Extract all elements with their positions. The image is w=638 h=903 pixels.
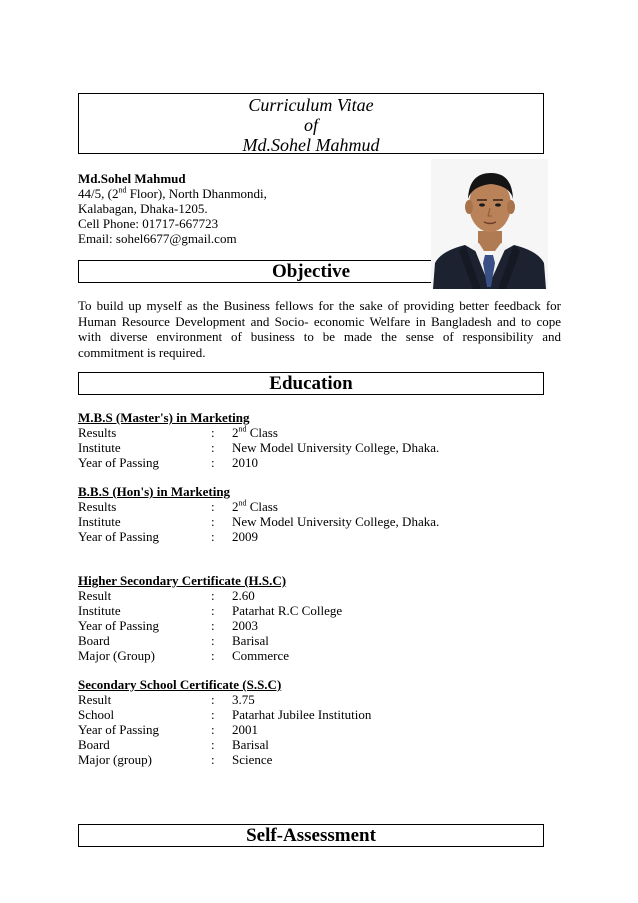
section-self-assessment-box [78,824,544,847]
table-row [78,707,558,722]
row-value-sup: nd [238,498,247,508]
row-label: Institute [78,440,121,455]
row-colon: : [211,722,215,737]
row-value: 2001 [232,722,258,737]
table-row [78,425,558,440]
table-row [78,440,558,455]
cv-title-box [78,93,544,154]
table-row [78,722,558,737]
row-label: Results [78,499,117,514]
table-row [78,588,558,603]
row-label: Result [78,692,112,707]
row-colon: : [211,440,215,455]
row-colon: : [211,425,215,440]
row-value: 2.60 [232,588,255,603]
row-colon: : [211,514,215,529]
row-colon: : [211,692,215,707]
row-value-main: 2 [232,499,239,514]
row-label: Year of Passing [78,455,160,470]
address-sup: nd [118,185,127,195]
table-row [78,618,558,633]
profile-photo [431,159,548,289]
row-colon: : [211,737,215,752]
section-education-title: Education [269,373,353,394]
row-value-suffix: Class [246,425,278,440]
row-label: Result [78,588,112,603]
row-colon: : [211,633,215,648]
contact-name: Md.Sohel Mahmud [78,171,186,186]
row-value: 3.75 [232,692,255,707]
row-label: Institute [78,603,121,618]
row-value: Commerce [232,648,290,663]
edu-hsc-heading: Higher Secondary Certificate (H.S.C) [78,573,287,588]
table-row [78,692,558,707]
row-value: Science [232,752,273,767]
address-prefix: 44/5, (2 [78,186,119,201]
row-value: New Model University College, Dhaka. [232,440,440,455]
edu-ssc-heading: Secondary School Certificate (S.S.C) [78,677,282,692]
edu-hsc [78,573,558,663]
edu-ssc [78,677,558,767]
table-row [78,499,558,514]
row-colon: : [211,588,215,603]
row-value: New Model University College, Dhaka. [232,514,440,529]
edu-mbs [78,410,558,470]
row-value: Patarhat R.C College [232,603,343,618]
table-row [78,648,558,663]
row-value-sup: nd [238,424,247,434]
edu-bbs [78,484,558,544]
row-colon: : [211,499,215,514]
row-value [232,499,558,514]
address-suffix: Floor), North Dhanmondi, [126,186,267,201]
row-colon: : [211,752,215,767]
table-row [78,633,558,648]
table-row [78,455,558,470]
contact-phone: Cell Phone: 01717-667723 [78,216,219,231]
contact-address-line1 [78,186,418,201]
table-row [78,514,558,529]
row-label: Major (group) [78,752,153,767]
cv-title-line1: Curriculum Vitae [248,95,374,115]
row-label: Board [78,737,110,752]
row-colon: : [211,603,215,618]
row-label: Board [78,633,110,648]
row-label: Institute [78,514,121,529]
row-value: 2009 [232,529,258,544]
contact-block [78,171,418,246]
row-colon: : [211,455,215,470]
row-colon: : [211,618,215,633]
section-self-assessment-title: Self-Assessment [246,825,376,846]
table-row [78,529,558,544]
edu-bbs-heading: B.B.S (Hon's) in Marketing [78,484,231,499]
row-value-main: 2 [232,425,239,440]
row-colon: : [211,707,215,722]
row-label: Year of Passing [78,618,160,633]
cv-title-line2: of [303,115,318,135]
contact-address-line2: Kalabagan, Dhaka-1205. [78,201,208,216]
row-colon: : [211,648,215,663]
row-value: 2003 [232,618,258,633]
table-row [78,603,558,618]
section-education-box [78,372,544,395]
edu-mbs-heading: M.B.S (Master's) in Marketing [78,410,250,425]
row-label: Year of Passing [78,722,160,737]
row-value: 2010 [232,455,258,470]
row-value: Barisal [232,633,269,648]
profile-photo-image [431,159,548,289]
table-row [78,737,558,752]
row-label: Results [78,425,117,440]
table-row [78,752,558,767]
section-objective-title: Objective [271,261,351,282]
cv-title-line3: Md.Sohel Mahmud [242,135,380,155]
row-label: Year of Passing [78,529,160,544]
row-value: Barisal [232,737,269,752]
row-colon: : [211,529,215,544]
row-label: Major (Group) [78,648,155,663]
objective-text: To build up myself as the Business fellows for the sake of providing better feedback for Human Resource Development and Socio- economic Welfare in Bangladesh and to cope with diverse environment of business to be made the sense of responsibility and commitment is required. [78,298,561,360]
row-value-suffix: Class [246,499,278,514]
row-value: Patarhat Jubilee Institution [232,707,372,722]
row-value [232,425,558,440]
contact-email: Email: sohel6677@gmail.com [78,231,237,246]
row-label: School [78,707,115,722]
